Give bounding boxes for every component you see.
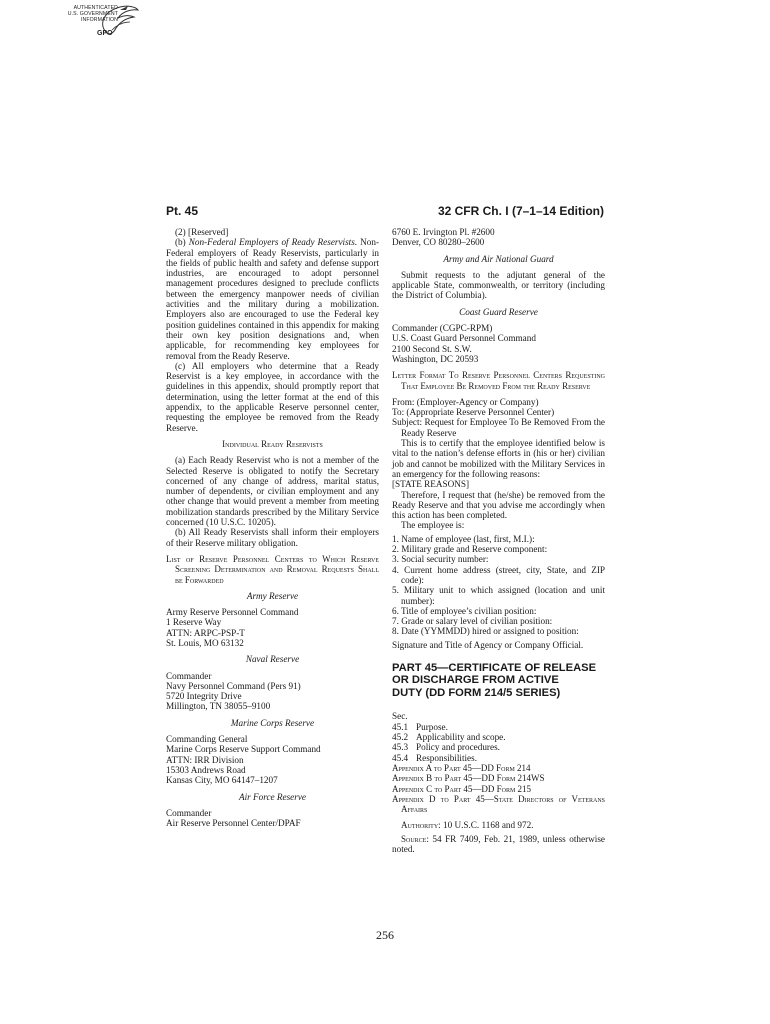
gpo-seal-line: INFORMATION (80, 17, 118, 23)
address-line: Commander (CGPC-RPM) (392, 323, 493, 334)
eagle-icon (58, 4, 142, 44)
running-head-part: Pt. 45 (166, 204, 199, 218)
authority-label: Authority: (401, 820, 441, 831)
army-reserve-heading: Army Reserve (246, 590, 299, 601)
letter-format-heading: Letter Format To Reserve Personnel Centers Requesting That Employee Be Removed From the Ready Reserve (392, 370, 605, 391)
air-force-reserve-address (166, 808, 379, 829)
list-item: 6. Title of employee’s civilian position: (392, 605, 537, 616)
page-number: 256 (376, 928, 394, 942)
paragraph-key-employee-report: (c) All employers who determine that a Ready Reservist is a key employee, in accordance with the guidelines in this appendix, should promptly report that determination, using the letter format at the end of this appendix, to the applicable Reserve personnel center, requesting the employee be removed from the Ready Reserve. (166, 360, 379, 433)
list-item: Appendix A to Part 45—DD Form 214 (392, 762, 531, 773)
address-line: Army Reserve Personnel Command (166, 607, 299, 618)
letter-from-line: From: (Employer-Agency or Company) (392, 396, 539, 407)
section-number: 45.4 (392, 752, 409, 763)
list-item (392, 753, 605, 763)
address-line: St. Louis, MO 63132 (166, 637, 244, 648)
paragraph-inform-employers: (b) All Ready Reservists shall inform their employers of their Reserve military obligation. (166, 527, 379, 548)
address-line: 1 Reserve Way (166, 617, 222, 628)
sec-label: Sec. (392, 711, 408, 722)
section-number: 45.2 (392, 732, 409, 743)
section-subheading: Individual Ready Reservists (222, 438, 323, 449)
paragraph-heading: Non-Federal Employers of Ready Reservists. (188, 237, 358, 248)
authority-text: 10 U.S.C. 1168 and 972. (440, 820, 534, 831)
address-line: Commander (166, 807, 212, 818)
address-line: 2100 Second St. S.W. (392, 343, 472, 354)
address-line: Washington, DC 20593 (392, 353, 479, 364)
gpo-seal-line: U.S. GOVERNMENT (67, 11, 118, 17)
section-number: 45.3 (392, 742, 409, 753)
paragraph-national-guard: Submit requests to the adjutant general of the applicable State, commonwealth, or territory (including the District of Columbia). (392, 269, 605, 301)
paragraph-notify-secretary: (a) Each Ready Reservist who is not a member of the Selected Reserve is obligated to notify the Secretary concerned of any change of address, marital status, number of dependents, or civilian employment and any other change that would prevent a member from meeting mobilization standards prescribed by the Military Service concerned (10 U.S.C. 10205). (166, 455, 379, 528)
gpo-mark: GPO (97, 30, 113, 37)
address-line: Kansas City, MO 64147–1207 (166, 775, 278, 786)
appendix-list (392, 763, 605, 814)
address-line: Commanding General (166, 734, 248, 745)
naval-reserve-heading: Naval Reserve (245, 654, 300, 665)
paragraph-body: Non-Federal employers of Ready Reservists, particularly in the fields of public health and safety and defense support industries, are encouraged to adopt personnel management procedures designed to preclude conflicts between the emergency manpower needs of civilian activities and the military during a mobilization. Employers also are encouraged to use the Federal key position guidelines contained in this appendix for making their own key position designations and, when applicable, for recommending key employees for removal from the Ready Reserve. (166, 237, 380, 361)
section-title: Purpose. (416, 721, 448, 732)
army-reserve-address (166, 607, 379, 648)
list-item: Appendix B to Part 45—DD Form 214WS (392, 773, 545, 784)
source-text: 54 FR 7409, Feb. 21, 1989, unless otherwise noted. (392, 833, 605, 855)
coast-guard-address (392, 323, 605, 364)
list-heading: List of Reserve Personnel Centers to Which Reserve Screening Determination and Removal Requests Shall be Forwarded (166, 553, 379, 585)
letter-subject-line: Subject: Request for Employee To Be Removed From the Ready Reserve (392, 417, 605, 438)
letter-to-line: To: (Appropriate Reserve Personnel Center) (392, 407, 555, 418)
section-title: Policy and procedures. (416, 742, 500, 753)
list-item (392, 732, 605, 742)
left-column (166, 227, 379, 828)
authority-note (392, 820, 605, 830)
list-item (392, 722, 605, 732)
list-item: 4. Current home address (street, city, State, and ZIP code): (392, 564, 605, 585)
naval-reserve-address (166, 671, 379, 712)
address-line: Air Reserve Personnel Center/DPAF (166, 818, 301, 829)
signature-line: Signature and Title of Agency or Company Official. (392, 639, 584, 650)
list-item (392, 742, 605, 752)
part-title-line: PART 45—CERTIFICATE OF RELEASE (392, 661, 597, 674)
section-title: Responsibilities. (416, 752, 477, 763)
paragraph-non-federal-employers (166, 237, 379, 361)
address-line: ATTN: ARPC-PSP-T (166, 627, 245, 638)
section-title: Applicability and scope. (416, 732, 506, 743)
employee-is-line: The employee is: (401, 520, 465, 531)
address-line: 6760 E. Irvington Pl. #2600 (392, 227, 495, 237)
address-line: Navy Personnel Command (Pers 91) (166, 680, 301, 691)
part-title-line: OR DISCHARGE FROM ACTIVE (392, 674, 559, 687)
coast-guard-heading: Coast Guard Reserve (459, 306, 538, 317)
marine-corps-reserve-heading: Marine Corps Reserve (230, 717, 315, 728)
list-item: 1. Name of employee (last, first, M.I.): (392, 533, 535, 544)
paragraph-therefore: Therefore, I request that (he/she) be removed from the Ready Reserve and that you advise me accordingly when this action has been completed. (392, 489, 605, 521)
part-45-title (392, 662, 605, 700)
source-label: Source: (401, 833, 429, 844)
list-item: 2. Military grade and Reserve component: (392, 544, 548, 555)
address-line: Millington, TN 38055–9100 (166, 701, 271, 712)
address-line: Commander (166, 670, 212, 681)
national-guard-heading: Army and Air National Guard (443, 253, 554, 264)
address-line: 15303 Andrews Road (166, 764, 246, 775)
part-title-line: DUTY (DD FORM 214/5 SERIES) (392, 686, 561, 699)
running-head-edition: 32 CFR Ch. I (7–1–14 Edition) (437, 204, 604, 218)
air-force-reserve-heading: Air Force Reserve (238, 791, 306, 802)
address-line: 5720 Integrity Drive (166, 691, 242, 702)
paragraph-label: (b) (175, 237, 186, 248)
list-item: 3. Social security number: (392, 554, 489, 565)
air-force-reserve-address-continued (392, 227, 605, 248)
section-number: 45.1 (392, 721, 409, 732)
list-item: 5. Military unit to which assigned (location and unit number): (392, 585, 605, 606)
employee-info-list (392, 534, 605, 637)
address-line: ATTN: IRR Division (166, 754, 244, 765)
list-item: 8. Date (YYMMDD) hired or assigned to position: (392, 626, 579, 637)
paragraph-reserved: (2) [Reserved] (175, 227, 229, 237)
source-note (392, 834, 605, 855)
address-line: Denver, CO 80280–2600 (392, 237, 485, 248)
address-line: Marine Corps Reserve Support Command (166, 744, 321, 755)
right-column (392, 227, 605, 854)
list-item: Appendix D to Part 45—State Directors of Veterans Affairs (392, 793, 605, 815)
address-line: U.S. Coast Guard Personnel Command (392, 333, 536, 344)
list-item: 7. Grade or salary level of civilian position: (392, 616, 553, 627)
paragraph-certify: This is to certify that the employee identified below is vital to the nation’s defense efforts in (his or her) civilian job and cannot be mobilized with the Military Services in an emergency for the following reasons: (392, 438, 605, 479)
marine-corps-reserve-address (166, 734, 379, 785)
gpo-seal-line: AUTHENTICATED (73, 5, 118, 11)
section-table-of-contents (392, 722, 605, 763)
gpo-authenticated-seal (58, 4, 142, 44)
list-item: Appendix C to Part 45—DD Form 215 (392, 783, 532, 794)
letter-reasons-placeholder: [STATE REASONS] (392, 479, 470, 490)
